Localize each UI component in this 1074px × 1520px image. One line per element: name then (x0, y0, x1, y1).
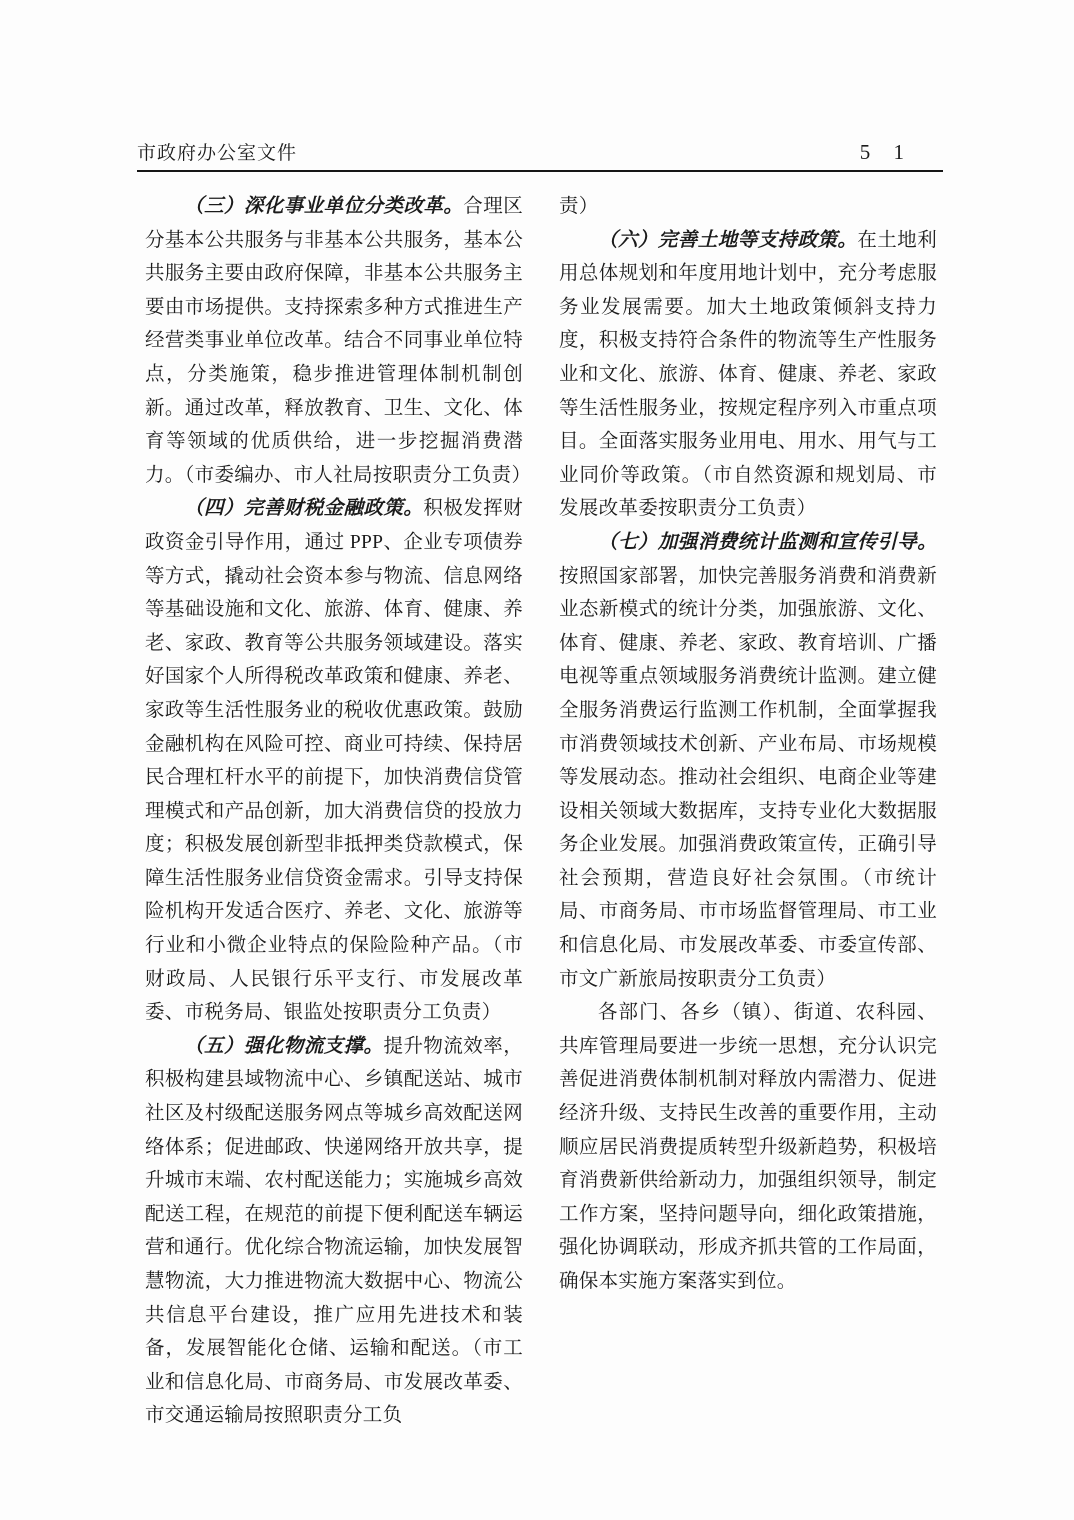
column-right (559, 190, 937, 1433)
paragraph-item-7-heading: （七）加强消费统计监测和宣传引导。 (598, 531, 937, 553)
paragraph-item-6-text: 在土地利用总体规划和年度用地计划中，充分考虑服务业发展需要。加大土地政策倾斜支持力度，积极支持符合条件的物流等生产性服务业和文化、旅游、体育、健康、养老、家政等生活性服务业，按规定程序列入市重点项目。全面落实服务业用电、用水、用气与工业同价等政策。（市自然资源和规划局、市发展改革委按职责分工负责） (559, 229, 937, 520)
paragraph-item-4-heading: （四）完善财税金融政策。 (184, 498, 424, 520)
page-number: 5 1 (859, 140, 913, 164)
column-left (145, 190, 532, 1433)
paragraph-item-3-heading: （三）深化事业单位分类改革。 (184, 196, 464, 217)
paragraph-item-4 (145, 492, 523, 1030)
paragraph-closing (559, 996, 937, 1298)
paragraph-item-5-continuation-text: 责） (559, 196, 599, 217)
paragraph-item-3-text: 合理区分基本公共服务与非基本公共服务，基本公共服务主要由政府保障，非基本公共服务主要由市场提供。支持探索多种方式推进生产经营类事业单位改革。结合不同事业单位特点，分类施策，稳步推进管理体制机制创新。通过改革，释放教育、卫生、文化、体育等领域的优质供给，进一步挖掘消费潜力。（市委编办、市人社局按职责分工负责） (145, 196, 532, 486)
paragraph-item-5-continuation (559, 190, 937, 224)
page-header (137, 138, 943, 172)
paragraph-item-5-heading: （五）强化物流支撑。 (184, 1035, 384, 1057)
paragraph-item-3 (145, 190, 532, 492)
paragraph-item-7-text: 按照国家部署，加快完善服务消费和消费新业态新模式的统计分类，加强旅游、文化、体育、健康、养老、家政、教育培训、广播电视等重点领域服务消费统计监测。建立健全服务消费运行监测工作机制，全面掌握我市消费领域技术创新、产业布局、市场规模等发展动态。推动社会组织、电商企业等建设相关领域大数据库，支持专业化大数据服务企业发展。加强消费政策宣传，正确引导社会预期，营造良好社会氛围。（市统计局、市商务局、市市场监督管理局、市工业和信息化局、市发展改革委、市委宣传部、市文广新旅局按职责分工负责） (559, 565, 937, 990)
paragraph-closing-text: 各部门、各乡（镇）、街道、农科园、共库管理局要进一步统一思想，充分认识完善促进消费体制机制对释放内需潜力、促进经济升级、支持民生改善的重要作用，主动顺应居民消费提质转型升级新趋势，积极培育消费新供给新动力，加强组织领导，制定工作方案，坚持问题导向，细化政策措施，强化协调联动，形成齐抓共管的工作局面，确保本实施方案落实到位。 (559, 1002, 937, 1292)
paragraph-item-6-heading: （六）完善土地等支持政策。 (598, 229, 858, 251)
text-columns (145, 190, 937, 1433)
paragraph-item-5-text: 提升物流效率，积极构建县域物流中心、乡镇配送站、城市社区及村级配送服务网点等城乡高效配送网络体系；促进邮政、快递网络开放共享，提升城市末端、农村配送能力；实施城乡高效配送工程，在规范的前提下便利配送车辆运营和通行。优化综合物流运输，加快发展智慧物流，大力推进物流大数据中心、物流公共信息平台建设，推广应用先进技术和装备，发展智能化仓储、运输和配送。（市工业和信息化局、市商务局、市发展改革委、市交通运输局按照职责分工负 (145, 1035, 523, 1427)
document-header-title: 市政府办公室文件 (137, 143, 298, 164)
paragraph-item-4-text: 积极发挥财政资金引导作用，通过 PPP、企业专项债券等方式，撬动社会资本参与物流、信息网络等基础设施和文化、旅游、体育、健康、养老、家政、教育等公共服务领域建设。落实好国家个人所得税改革政策和健康、养老、家政等生活性服务业的税收优惠政策。鼓励金融机构在风险可控、商业可持续、保持居民合理杠杆水平的前提下，加快消费信贷管理模式和产品创新，加大消费信贷的投放力度；积极发展创新型非抵押类贷款模式，保障生活性服务业信贷资金需求。引导支持保险机构开发适合医疗、养老、文化、旅游等行业和小微企业特点的保险险种产品。（市财政局、人民银行乐平支行、市发展改革委、市税务局、银监处按职责分工负责） (145, 498, 523, 1024)
paragraph-item-7 (559, 526, 937, 996)
paragraph-item-6 (559, 224, 937, 526)
paragraph-item-5 (145, 1030, 523, 1433)
